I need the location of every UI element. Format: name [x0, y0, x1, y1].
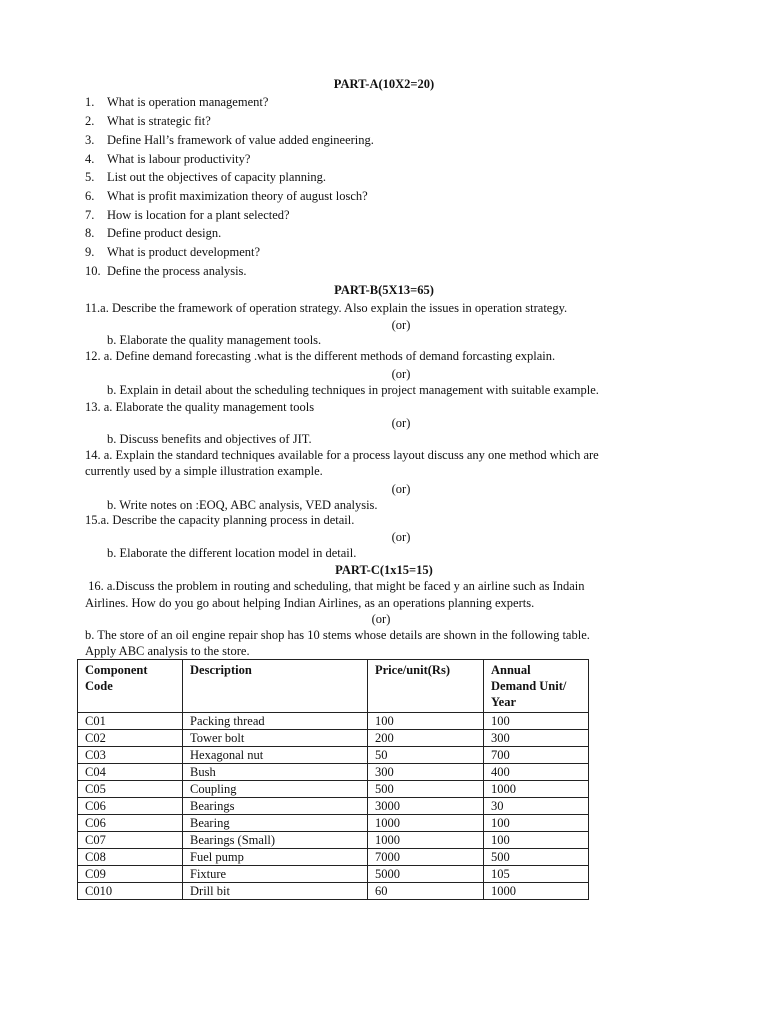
table-row: [78, 747, 589, 764]
or-separator: (or): [391, 318, 411, 332]
cell-price: 100: [368, 713, 484, 730]
cell-price: 5000: [368, 866, 484, 883]
cell-demand: 300: [484, 730, 589, 747]
or-separator: (or): [371, 612, 391, 626]
cell-code: C08: [78, 849, 183, 866]
header-description: Description: [183, 660, 368, 713]
question-text: How is location for a plant selected?: [107, 208, 290, 222]
question-number: 7.: [85, 208, 95, 222]
cell-description: Packing thread: [183, 713, 368, 730]
table-row: [78, 713, 589, 730]
cell-description: Bearings: [183, 798, 368, 815]
header-component-code: Component Code: [78, 660, 183, 713]
cell-price: 3000: [368, 798, 484, 815]
header-price-unit: Price/unit(Rs): [368, 660, 484, 713]
cell-demand: 1000: [484, 781, 589, 798]
question-text: List out the objectives of capacity planning.: [107, 170, 327, 184]
cell-demand: 100: [484, 815, 589, 832]
cell-description: Hexagonal nut: [183, 747, 368, 764]
question-11b: b. Elaborate the quality management tools.: [107, 333, 322, 347]
cell-price: 200: [368, 730, 484, 747]
cell-code: C010: [78, 883, 183, 900]
cell-description: Bearings (Small): [183, 832, 368, 849]
table-row: [78, 883, 589, 900]
question-number: 1.: [85, 95, 95, 109]
question-text: Define Hall’s framework of value added engineering.: [107, 133, 374, 147]
cell-price: 1000: [368, 815, 484, 832]
question-number: 5.: [85, 170, 95, 184]
table-row: [78, 764, 589, 781]
question-number: 3.: [85, 133, 95, 147]
cell-demand: 100: [484, 832, 589, 849]
question-number: 10.: [85, 264, 101, 278]
question-16b-line1: b. The store of an oil engine repair shop has 10 stems whose details are shown in the following table.: [85, 628, 590, 642]
or-separator: (or): [391, 530, 411, 544]
cell-price: 7000: [368, 849, 484, 866]
table-row: [78, 849, 589, 866]
question-number: 2.: [85, 114, 95, 128]
cell-demand: 105: [484, 866, 589, 883]
cell-code: C03: [78, 747, 183, 764]
cell-description: Tower bolt: [183, 730, 368, 747]
question-15b: b. Elaborate the different location model in detail.: [107, 546, 357, 560]
table-row: [78, 866, 589, 883]
question-number: 8.: [85, 226, 95, 240]
cell-description: Coupling: [183, 781, 368, 798]
question-text: What is product development?: [107, 245, 261, 259]
table-row: [78, 832, 589, 849]
cell-demand: 400: [484, 764, 589, 781]
cell-price: 500: [368, 781, 484, 798]
question-14b: b. Write notes on :EOQ, ABC analysis, VED analysis.: [107, 498, 378, 512]
question-text: What is profit maximization theory of august losch?: [107, 189, 368, 203]
abc-analysis-table: [77, 659, 589, 900]
cell-description: Bush: [183, 764, 368, 781]
table-row: [78, 781, 589, 798]
part-b-title: PART-B(5X13=65): [334, 283, 434, 297]
cell-code: C01: [78, 713, 183, 730]
table-row: [78, 730, 589, 747]
cell-code: C04: [78, 764, 183, 781]
table-row: [78, 815, 589, 832]
question-text: What is strategic fit?: [107, 114, 211, 128]
question-text: What is operation management?: [107, 95, 269, 109]
table-row: [78, 798, 589, 815]
cell-demand: 100: [484, 713, 589, 730]
cell-description: Fixture: [183, 866, 368, 883]
question-text: Define the process analysis.: [107, 264, 247, 278]
part-c-title: PART-C(1x15=15): [335, 563, 433, 577]
question-text: Define product design.: [107, 226, 222, 240]
cell-price: 300: [368, 764, 484, 781]
cell-description: Fuel pump: [183, 849, 368, 866]
question-13b: b. Discuss benefits and objectives of JIT.: [107, 432, 312, 446]
cell-code: C09: [78, 866, 183, 883]
cell-code: C02: [78, 730, 183, 747]
header-annual-demand: Annual Demand Unit/ Year: [484, 660, 589, 713]
cell-description: Drill bit: [183, 883, 368, 900]
cell-code: C07: [78, 832, 183, 849]
question-16b-line2: Apply ABC analysis to the store.: [85, 644, 250, 658]
cell-price: 1000: [368, 832, 484, 849]
cell-demand: 30: [484, 798, 589, 815]
cell-demand: 700: [484, 747, 589, 764]
question-13a: 13. a. Elaborate the quality management tools: [85, 400, 315, 414]
question-text: What is labour productivity?: [107, 152, 251, 166]
question-number: 9.: [85, 245, 95, 259]
or-separator: (or): [391, 416, 411, 430]
question-12b: b. Explain in detail about the scheduling techniques in project management with suitable example.: [107, 383, 599, 397]
cell-code: C06: [78, 815, 183, 832]
question-14a-line1: 14. a. Explain the standard techniques available for a process layout discuss any one method which are: [85, 448, 599, 462]
question-16a-line2: Airlines. How do you go about helping Indian Airlines, as an operations planning experts.: [85, 596, 535, 610]
cell-code: C06: [78, 798, 183, 815]
cell-demand: 500: [484, 849, 589, 866]
cell-demand: 1000: [484, 883, 589, 900]
cell-price: 60: [368, 883, 484, 900]
cell-code: C05: [78, 781, 183, 798]
or-separator: (or): [391, 482, 411, 496]
cell-description: Bearing: [183, 815, 368, 832]
question-number: 6.: [85, 189, 95, 203]
part-a-title: PART-A(10X2=20): [333, 77, 435, 91]
question-number: 4.: [85, 152, 95, 166]
or-separator: (or): [391, 367, 411, 381]
question-15a: 15.a. Describe the capacity planning process in detail.: [85, 513, 355, 527]
question-12a: 12. a. Define demand forecasting .what is the different methods of demand forcasting explain.: [85, 349, 556, 363]
question-11a: 11.a. Describe the framework of operation strategy. Also explain the issues in operation strategy.: [85, 301, 568, 315]
cell-price: 50: [368, 747, 484, 764]
question-16a-line1: 16. a.Discuss the problem in routing and scheduling, that might be faced y an airline such as Indain: [85, 579, 585, 593]
question-14a-line2: currently used by a simple illustration example.: [85, 464, 323, 478]
table-header-row: [78, 660, 589, 713]
